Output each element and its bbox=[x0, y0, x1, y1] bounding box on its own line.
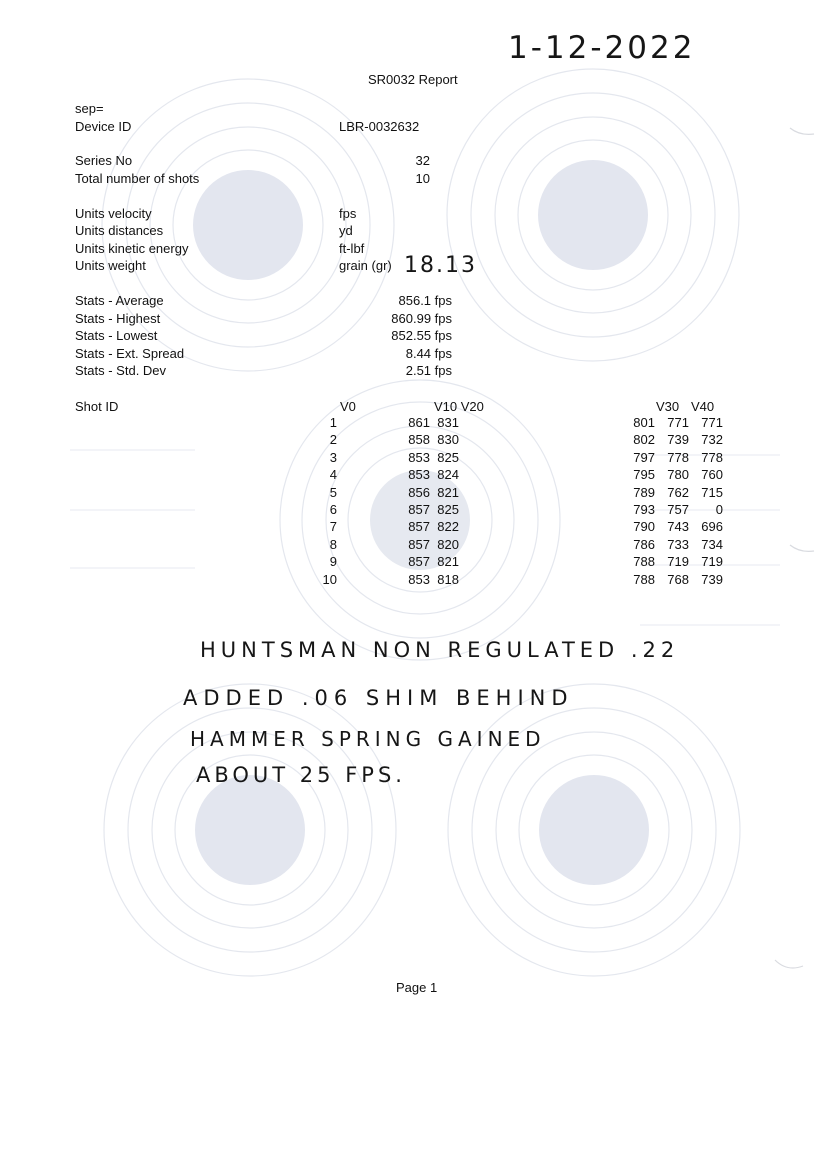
v10-v20-header: V10 V20 bbox=[434, 399, 484, 414]
v40b-cell: 732 bbox=[701, 432, 723, 447]
shot-id-cell: 5 bbox=[329, 485, 337, 500]
stats-highest-label: Stats - Highest bbox=[75, 311, 161, 326]
v40b-cell: 778 bbox=[701, 450, 723, 465]
v0-header: V0 bbox=[340, 399, 356, 414]
shot-id-cell: 8 bbox=[329, 537, 337, 552]
v30-cell: 790 bbox=[633, 519, 655, 534]
v0-cell: 857 bbox=[408, 502, 430, 517]
handwritten-note-line-4: ABOUT 25 FPS. bbox=[196, 763, 406, 787]
v30-cell: 793 bbox=[633, 502, 655, 517]
device-id-label: Device ID bbox=[75, 119, 132, 134]
v30-cell: 802 bbox=[633, 432, 655, 447]
v30-cell: 797 bbox=[633, 450, 655, 465]
stats-lowest-value: 852.55 fps bbox=[391, 328, 452, 343]
v40a-cell: 771 bbox=[667, 415, 689, 430]
v30-cell: 795 bbox=[633, 467, 655, 482]
units-energy-value: ft-lbf bbox=[339, 241, 365, 256]
stats-lowest-label: Stats - Lowest bbox=[75, 328, 158, 343]
series-no-value: 32 bbox=[415, 153, 430, 168]
stats-std-dev-label: Stats - Std. Dev bbox=[75, 363, 167, 378]
units-weight-label: Units weight bbox=[75, 258, 146, 273]
sep-line: sep= bbox=[75, 101, 104, 116]
v0-cell: 853 bbox=[408, 467, 430, 482]
v40a-cell: 739 bbox=[667, 432, 689, 447]
v40a-cell: 743 bbox=[667, 519, 689, 534]
v30-cell: 788 bbox=[633, 554, 655, 569]
units-distances-label: Units distances bbox=[75, 223, 164, 238]
v40a-cell: 719 bbox=[667, 554, 689, 569]
v0-cell: 861 bbox=[408, 415, 430, 430]
shot-id-cell: 2 bbox=[329, 432, 337, 447]
page-edge-marks bbox=[775, 128, 814, 968]
v40b-cell: 771 bbox=[701, 415, 723, 430]
v30-cell: 789 bbox=[633, 485, 655, 500]
units-energy-label: Units kinetic energy bbox=[75, 241, 189, 256]
units-weight-value: grain (gr) bbox=[339, 258, 392, 273]
v0-cell: 853 bbox=[408, 572, 430, 587]
v10-cell: 820 bbox=[437, 537, 459, 552]
shot-id-cell: 3 bbox=[329, 450, 337, 465]
stats-std-dev-value: 2.51 fps bbox=[405, 363, 452, 378]
units-velocity-label: Units velocity bbox=[75, 206, 152, 221]
v10-cell: 825 bbox=[437, 450, 459, 465]
v30-cell: 788 bbox=[633, 572, 655, 587]
v40b-cell: 696 bbox=[701, 519, 723, 534]
stats-ext-spread-value: 8.44 fps bbox=[405, 346, 452, 361]
handwritten-note-line-2: ADDED .06 SHIM BEHIND bbox=[183, 686, 574, 710]
shot-id-cell: 4 bbox=[329, 467, 337, 482]
v40b-cell: 734 bbox=[701, 537, 723, 552]
v40b-cell: 0 bbox=[715, 502, 723, 517]
shot-id-cell: 10 bbox=[322, 572, 337, 587]
v40a-cell: 733 bbox=[667, 537, 689, 552]
v40a-cell: 762 bbox=[667, 485, 689, 500]
v40b-cell: 715 bbox=[701, 485, 723, 500]
handwritten-note-line-1: HUNTSMAN NON REGULATED .22 bbox=[200, 638, 680, 662]
shot-id-cell: 1 bbox=[329, 415, 337, 430]
v10-cell: 818 bbox=[437, 572, 459, 587]
stats-ext-spread-label: Stats - Ext. Spread bbox=[75, 346, 185, 361]
units-velocity-value: fps bbox=[339, 206, 357, 221]
stats-average-label: Stats - Average bbox=[75, 293, 164, 308]
shot-id-cell: 6 bbox=[329, 502, 337, 517]
v10-cell: 821 bbox=[437, 485, 459, 500]
v10-cell: 830 bbox=[437, 432, 459, 447]
handwritten-date: 1-12-2022 bbox=[508, 30, 696, 66]
handwritten-weight: 18.13 bbox=[404, 253, 477, 278]
v0-cell: 857 bbox=[408, 554, 430, 569]
shot-id-cell: 9 bbox=[329, 554, 337, 569]
v40a-cell: 780 bbox=[667, 467, 689, 482]
v10-cell: 825 bbox=[437, 502, 459, 517]
shot-id-header: Shot ID bbox=[75, 399, 119, 414]
device-id-value: LBR-0032632 bbox=[339, 119, 420, 134]
v40a-cell: 768 bbox=[667, 572, 689, 587]
stats-highest-value: 860.99 fps bbox=[391, 311, 452, 326]
v0-cell: 857 bbox=[408, 537, 430, 552]
series-no-label: Series No bbox=[75, 153, 133, 168]
v30-cell: 801 bbox=[633, 415, 655, 430]
v10-cell: 822 bbox=[437, 519, 459, 534]
stats-average-value: 856.1 fps bbox=[398, 293, 452, 308]
target-top-right bbox=[447, 69, 739, 361]
report-title: SR0032 Report bbox=[368, 72, 458, 87]
v0-cell: 858 bbox=[408, 432, 430, 447]
total-shots-label: Total number of shots bbox=[75, 171, 200, 186]
v40a-cell: 778 bbox=[667, 450, 689, 465]
v40b-cell: 719 bbox=[701, 554, 723, 569]
v30-cell: 786 bbox=[633, 537, 655, 552]
v0-cell: 857 bbox=[408, 519, 430, 534]
units-distances-value: yd bbox=[339, 223, 353, 238]
v40b-cell: 760 bbox=[701, 467, 723, 482]
v40a-cell: 757 bbox=[667, 502, 689, 517]
total-shots-value: 10 bbox=[415, 171, 430, 186]
v0-cell: 856 bbox=[408, 485, 430, 500]
v10-cell: 824 bbox=[437, 467, 459, 482]
shot-id-cell: 7 bbox=[329, 519, 337, 534]
v40b-cell: 739 bbox=[701, 572, 723, 587]
v10-cell: 821 bbox=[437, 554, 459, 569]
v40-header: V40 bbox=[691, 399, 715, 414]
page-number: Page 1 bbox=[396, 980, 438, 995]
handwritten-note-line-3: HAMMER SPRING GAINED bbox=[190, 727, 546, 751]
v30-header: V30 bbox=[656, 399, 680, 414]
v0-cell: 853 bbox=[408, 450, 430, 465]
v10-cell: 831 bbox=[437, 415, 459, 430]
